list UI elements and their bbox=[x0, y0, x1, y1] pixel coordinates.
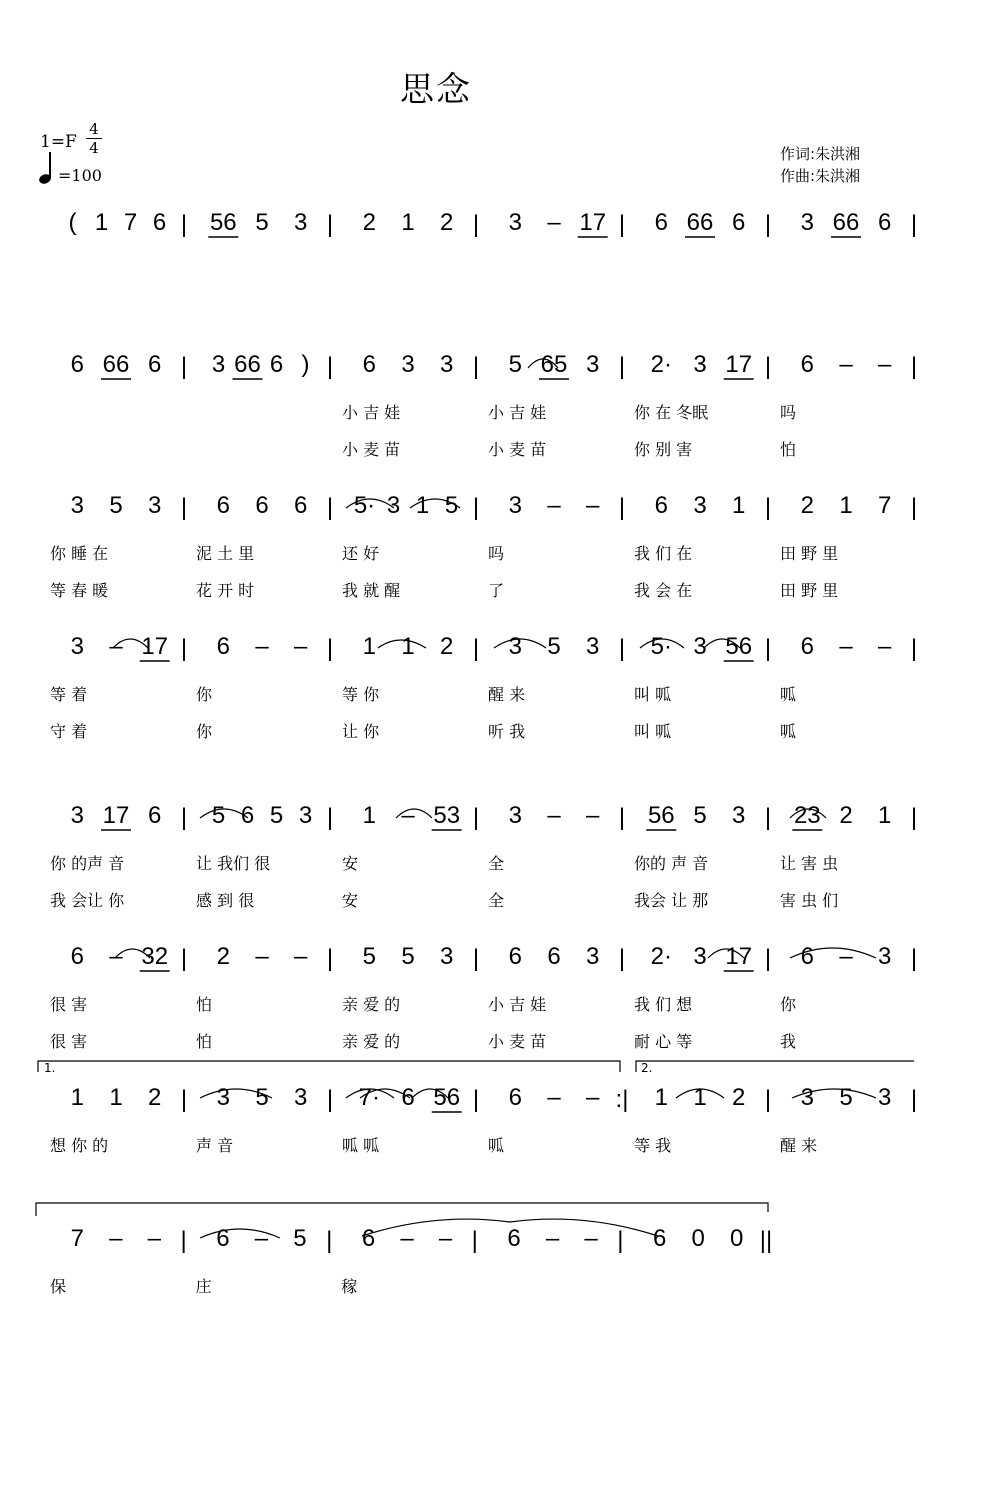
note: ( bbox=[68, 209, 77, 236]
lyric-line-2: 叫 呱 bbox=[634, 722, 672, 741]
barline: | bbox=[326, 211, 334, 238]
note: – bbox=[294, 633, 308, 660]
lyric-line-1: 醒 来 bbox=[780, 1136, 818, 1155]
time-signature-denominator: 4 bbox=[86, 138, 102, 157]
note: – bbox=[839, 633, 853, 660]
note: 23 bbox=[793, 802, 821, 829]
note: 6 bbox=[653, 1225, 667, 1252]
note: – bbox=[147, 1225, 161, 1252]
lyric-line-2: 听 我 bbox=[488, 722, 526, 741]
barline: | bbox=[326, 1086, 334, 1113]
barline: | bbox=[618, 945, 626, 972]
note: 3 bbox=[148, 492, 162, 519]
note: 1 bbox=[401, 209, 415, 236]
note: 3 bbox=[70, 492, 84, 519]
barline: | bbox=[910, 211, 918, 238]
barline: | bbox=[472, 353, 480, 380]
note: 1 bbox=[878, 802, 892, 829]
volta-bracket-2 bbox=[636, 1061, 914, 1072]
note: 7 bbox=[878, 492, 892, 519]
note: 3 bbox=[508, 802, 522, 829]
lyric-line-1: 你 bbox=[196, 685, 213, 704]
note: 3 bbox=[298, 802, 313, 829]
note: 5 bbox=[362, 943, 376, 970]
barline: | bbox=[618, 635, 626, 662]
note: 6 bbox=[401, 1084, 415, 1111]
barline: | bbox=[764, 945, 772, 972]
note: 6 bbox=[216, 1225, 230, 1252]
barline: | bbox=[472, 945, 480, 972]
note: 56 bbox=[433, 1084, 461, 1111]
note: 3 bbox=[440, 943, 454, 970]
barline: | bbox=[326, 945, 334, 972]
barline: | bbox=[472, 1086, 480, 1113]
lyric-line-1: 庄 bbox=[195, 1277, 212, 1296]
note: – bbox=[878, 351, 892, 378]
note: 56 bbox=[209, 209, 237, 236]
note: 1 bbox=[362, 802, 376, 829]
note: 2· bbox=[650, 351, 672, 378]
composer-credit: 作曲:朱洪湘 bbox=[780, 167, 861, 185]
barline: | bbox=[764, 211, 772, 238]
note: 3 bbox=[508, 209, 522, 236]
lyric-line-2: 小 麦 苗 bbox=[488, 1032, 547, 1051]
note: 1 bbox=[401, 633, 415, 660]
note: 17 bbox=[725, 351, 753, 378]
note: 5 bbox=[444, 492, 459, 519]
lyric-line-2: 我会 让 那 bbox=[634, 891, 709, 910]
lyric-line-1: 等 我 bbox=[634, 1136, 672, 1155]
repeat-barline: :| bbox=[615, 1086, 629, 1113]
note: 3 bbox=[70, 802, 84, 829]
barline: | bbox=[472, 494, 480, 521]
note: 7 bbox=[123, 209, 138, 236]
barline: | bbox=[326, 635, 334, 662]
lyric-line-2: 感 到 很 bbox=[196, 891, 255, 910]
lyric-line-2: 怕 bbox=[196, 1032, 213, 1051]
barline: | bbox=[910, 494, 918, 521]
lyric-line-2: 呱 bbox=[780, 722, 797, 741]
lyric-line-1: 你 睡 在 bbox=[50, 544, 109, 563]
note: – bbox=[839, 943, 853, 970]
barline: | bbox=[618, 353, 626, 380]
lyric-line-2: 田 野 里 bbox=[780, 581, 839, 600]
note: 3 bbox=[401, 351, 415, 378]
barline: | bbox=[910, 804, 918, 831]
lyric-line-1: 等 你 bbox=[342, 685, 380, 704]
barline: | bbox=[910, 945, 918, 972]
barline: | bbox=[764, 353, 772, 380]
lyric-line-2: 了 bbox=[488, 581, 505, 600]
note: 2 bbox=[839, 802, 853, 829]
note: 6 bbox=[216, 492, 230, 519]
lyric-line-1: 你 的声 音 bbox=[50, 854, 125, 873]
barline: | bbox=[326, 353, 334, 380]
lyric-line-2: 让 你 bbox=[342, 722, 380, 741]
note: – bbox=[545, 1225, 560, 1252]
note: 66 bbox=[102, 351, 130, 378]
note: 1 bbox=[70, 1084, 84, 1111]
note: 1 bbox=[732, 492, 746, 519]
time-signature-numerator: 4 bbox=[89, 120, 99, 138]
note: 5 bbox=[547, 633, 561, 660]
lyric-line-2: 花 开 时 bbox=[196, 581, 255, 600]
note: – bbox=[586, 1084, 600, 1111]
note: 3 bbox=[800, 209, 814, 236]
lyric-line-1: 你 在 冬眠 bbox=[634, 403, 709, 422]
note: 2· bbox=[650, 943, 672, 970]
note: – bbox=[401, 802, 415, 829]
lyric-line-2: 全 bbox=[488, 891, 505, 910]
note: 6 bbox=[878, 209, 892, 236]
note: 1 bbox=[109, 1084, 123, 1111]
lyric-line-1: 稼 bbox=[341, 1277, 358, 1296]
note: 2 bbox=[440, 209, 454, 236]
note: – bbox=[878, 633, 892, 660]
barline: | bbox=[910, 353, 918, 380]
note: 66 bbox=[234, 351, 261, 378]
note: 3 bbox=[693, 351, 707, 378]
note: 3 bbox=[693, 943, 707, 970]
barline: | bbox=[326, 804, 334, 831]
note: 5 bbox=[508, 351, 522, 378]
barline: | bbox=[618, 494, 626, 521]
note: 3 bbox=[878, 943, 892, 970]
note: – bbox=[586, 802, 600, 829]
volta-label-2: 2. bbox=[641, 1061, 653, 1075]
lyric-line-1: 我 们 想 bbox=[634, 995, 693, 1014]
note: 6 bbox=[70, 351, 84, 378]
note: 5 bbox=[211, 802, 226, 829]
lyric-line-1: 田 野 里 bbox=[780, 544, 839, 563]
barline: | bbox=[764, 804, 772, 831]
lyric-line-2: 我 会让 你 bbox=[50, 891, 125, 910]
note: 3 bbox=[508, 492, 522, 519]
note: 3 bbox=[693, 633, 707, 660]
note: – bbox=[255, 633, 269, 660]
note: 3 bbox=[211, 351, 226, 378]
note: 5· bbox=[353, 492, 376, 519]
lyric-line-1: 呱 bbox=[488, 1136, 505, 1155]
note: 3 bbox=[508, 633, 522, 660]
note: 6 bbox=[216, 633, 230, 660]
note: – bbox=[255, 943, 269, 970]
barline: | bbox=[910, 1086, 918, 1113]
note: 6 bbox=[800, 351, 814, 378]
note: – bbox=[109, 633, 123, 660]
note: 6 bbox=[70, 943, 84, 970]
lyricist-credit: 作词:朱洪湘 bbox=[780, 145, 861, 163]
barline: | bbox=[180, 353, 188, 380]
note: 6 bbox=[148, 802, 162, 829]
note: – bbox=[547, 802, 561, 829]
volta-bracket-1 bbox=[38, 1061, 620, 1072]
note: 2 bbox=[148, 1084, 162, 1111]
lyric-line-2: 我 会 在 bbox=[634, 581, 693, 600]
note: 6 bbox=[508, 943, 522, 970]
note: 6 bbox=[800, 943, 814, 970]
note: 1 bbox=[94, 209, 109, 236]
note: 6 bbox=[152, 209, 167, 236]
lyric-line-2: 小 麦 苗 bbox=[488, 440, 547, 459]
note: 2 bbox=[362, 209, 376, 236]
lyric-line-1: 亲 爱 的 bbox=[342, 995, 401, 1014]
lyric-line-1: 叫 呱 bbox=[634, 685, 672, 704]
note: 3 bbox=[294, 209, 308, 236]
barline: | bbox=[764, 635, 772, 662]
barline: | bbox=[472, 804, 480, 831]
note: 5· bbox=[650, 633, 672, 660]
barline: | bbox=[471, 1227, 478, 1254]
lyric-line-1: 全 bbox=[488, 854, 505, 873]
note: 3 bbox=[586, 633, 600, 660]
ending-bracket bbox=[36, 1203, 768, 1216]
note: – bbox=[109, 1225, 123, 1252]
note: 3 bbox=[586, 943, 600, 970]
note: – bbox=[294, 943, 308, 970]
note: 5 bbox=[255, 209, 269, 236]
note: 1 bbox=[839, 492, 853, 519]
barline: | bbox=[180, 494, 188, 521]
note: 6 bbox=[361, 1225, 376, 1252]
lyric-line-2: 耐 心 等 bbox=[634, 1032, 693, 1051]
barline: | bbox=[180, 804, 188, 831]
lyric-line-1: 小 吉 娃 bbox=[488, 995, 547, 1014]
note: 3 bbox=[693, 492, 707, 519]
lyric-line-1: 想 你 的 bbox=[50, 1136, 109, 1155]
note: 0 bbox=[691, 1225, 705, 1252]
note: 3 bbox=[732, 802, 746, 829]
note: 3 bbox=[800, 1084, 814, 1111]
lyric-line-2: 很 害 bbox=[50, 1032, 88, 1051]
note: 6 bbox=[294, 492, 308, 519]
barline: | bbox=[180, 1227, 187, 1254]
lyric-line-1: 你的 声 音 bbox=[634, 854, 709, 873]
note: 3 bbox=[70, 633, 84, 660]
barline: | bbox=[910, 635, 918, 662]
lyric-line-1: 我 们 在 bbox=[634, 544, 693, 563]
note: 2 bbox=[800, 492, 814, 519]
note: 56 bbox=[725, 633, 753, 660]
lyric-line-1: 你 bbox=[780, 995, 797, 1014]
note: 5 bbox=[269, 802, 284, 829]
barline: | bbox=[764, 494, 772, 521]
note: 56 bbox=[647, 802, 675, 829]
lyric-line-2: 亲 爱 的 bbox=[342, 1032, 401, 1051]
tempo-marking: =100 bbox=[58, 166, 102, 185]
note: 17 bbox=[102, 802, 130, 829]
lyric-line-1: 让 害 虫 bbox=[780, 854, 839, 873]
note: – bbox=[400, 1225, 414, 1252]
lyric-line-1: 声 音 bbox=[196, 1136, 234, 1155]
lyric-line-1: 泥 土 里 bbox=[196, 544, 255, 563]
note: – bbox=[254, 1225, 269, 1252]
note: 65 bbox=[540, 351, 568, 378]
lyric-line-2: 小 麦 苗 bbox=[342, 440, 401, 459]
note: 5 bbox=[293, 1225, 307, 1252]
lyric-line-1: 还 好 bbox=[342, 544, 380, 563]
note: 5 bbox=[255, 1084, 269, 1111]
note: – bbox=[584, 1225, 598, 1252]
note: 32 bbox=[141, 943, 169, 970]
note: – bbox=[839, 351, 853, 378]
note: – bbox=[547, 492, 561, 519]
volta-label-1: 1. bbox=[44, 1061, 56, 1075]
barline: | bbox=[180, 945, 188, 972]
note: 17 bbox=[579, 209, 607, 236]
note: 1 bbox=[693, 1084, 707, 1111]
note: 3 bbox=[586, 351, 600, 378]
lyric-line-1: 保 bbox=[50, 1277, 67, 1296]
lyric-line-2: 安 bbox=[342, 891, 359, 910]
lyric-line-1: 安 bbox=[342, 854, 359, 873]
note: 2 bbox=[440, 633, 454, 660]
barline: | bbox=[764, 1086, 772, 1113]
note: 6 bbox=[240, 802, 255, 829]
note: 6 bbox=[148, 351, 162, 378]
key-signature: 1=F bbox=[40, 132, 77, 152]
barline: | bbox=[472, 635, 480, 662]
note: – bbox=[438, 1225, 453, 1252]
note: 6 bbox=[547, 943, 561, 970]
note: 6 bbox=[654, 209, 668, 236]
note: ) bbox=[301, 351, 310, 378]
note: 3 bbox=[294, 1084, 308, 1111]
note: 5 bbox=[693, 802, 707, 829]
note: 1 bbox=[415, 492, 430, 519]
note: – bbox=[547, 209, 561, 236]
note: 6 bbox=[732, 209, 746, 236]
lyric-line-2: 怕 bbox=[780, 440, 797, 459]
note: 6 bbox=[654, 492, 668, 519]
note: – bbox=[547, 1084, 561, 1111]
barline: | bbox=[180, 635, 188, 662]
lyric-line-1: 很 害 bbox=[50, 995, 88, 1014]
note: – bbox=[586, 492, 600, 519]
note: 1 bbox=[362, 633, 376, 660]
note: 6 bbox=[507, 1225, 521, 1252]
lyric-line-2: 我 bbox=[780, 1032, 797, 1051]
note: 17 bbox=[725, 943, 753, 970]
lyric-line-2: 你 别 害 bbox=[634, 440, 693, 459]
barline: | bbox=[472, 211, 480, 238]
note: 0 bbox=[730, 1225, 744, 1252]
song-title: 思念 bbox=[400, 70, 472, 110]
note: 6 bbox=[362, 351, 376, 378]
lyric-line-1: 怕 bbox=[196, 995, 213, 1014]
lyric-line-2: 守 着 bbox=[50, 722, 88, 741]
note: 66 bbox=[686, 209, 714, 236]
barline: | bbox=[618, 804, 626, 831]
note: 2 bbox=[732, 1084, 746, 1111]
lyric-line-2: 你 bbox=[196, 722, 213, 741]
note: 6 bbox=[269, 351, 284, 378]
note: 2 bbox=[216, 943, 230, 970]
note: 66 bbox=[832, 209, 860, 236]
note: 5 bbox=[109, 492, 123, 519]
note: 5 bbox=[839, 1084, 853, 1111]
note: 5 bbox=[401, 943, 415, 970]
note: 7· bbox=[358, 1084, 380, 1111]
lyric-line-1: 小 吉 娃 bbox=[342, 403, 401, 422]
note: 3 bbox=[386, 492, 401, 519]
barline: | bbox=[326, 1227, 333, 1254]
note: – bbox=[109, 943, 123, 970]
lyric-line-1: 小 吉 娃 bbox=[488, 403, 547, 422]
lyric-line-2: 等 春 暖 bbox=[50, 581, 109, 600]
barline: | bbox=[618, 211, 626, 238]
lyric-line-1: 醒 来 bbox=[488, 685, 526, 704]
note: 3 bbox=[440, 351, 454, 378]
note: 6 bbox=[800, 633, 814, 660]
note: 6 bbox=[508, 1084, 522, 1111]
note: 6 bbox=[255, 492, 269, 519]
lyric-line-1: 等 着 bbox=[50, 685, 88, 704]
final-barline: || bbox=[759, 1227, 773, 1254]
lyric-line-2: 我 就 醒 bbox=[342, 581, 401, 600]
barline: | bbox=[617, 1227, 624, 1254]
lyric-line-1: 吗 bbox=[488, 544, 505, 563]
note: 53 bbox=[433, 802, 461, 829]
note: 7 bbox=[70, 1225, 84, 1252]
barline: | bbox=[326, 494, 334, 521]
barline: | bbox=[180, 211, 188, 238]
note: 17 bbox=[141, 633, 169, 660]
lyric-line-1: 让 我们 很 bbox=[196, 854, 271, 873]
note: 3 bbox=[216, 1084, 230, 1111]
note: 1 bbox=[654, 1084, 668, 1111]
lyric-line-1: 吗 bbox=[780, 403, 797, 422]
barline: | bbox=[180, 1086, 188, 1113]
note: 3 bbox=[878, 1084, 892, 1111]
lyric-line-2: 害 虫 们 bbox=[780, 891, 839, 910]
lyric-line-1: 呱 bbox=[780, 685, 797, 704]
lyric-line-1: 呱 呱 bbox=[342, 1136, 380, 1155]
